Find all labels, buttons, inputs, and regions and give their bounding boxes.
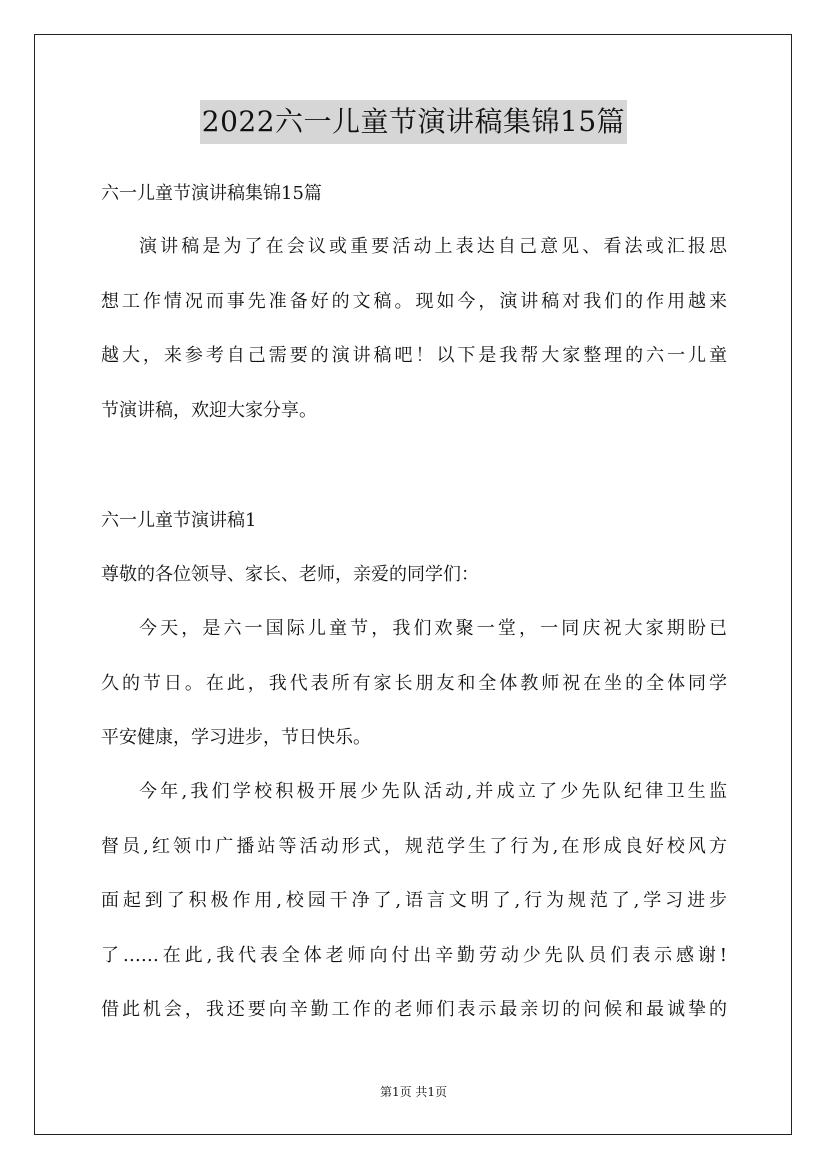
intro-line-1: 演讲稿是为了在会议或重要活动上表达自己意见、看法或汇报思	[139, 236, 727, 257]
paragraph1-line-2: 久的节日。在此，我代表所有家长朋友和全体教师祝在坐的全体同学	[101, 673, 727, 694]
paragraph1-line-3: 平安健康，学习进步，节日快乐。	[101, 727, 371, 748]
intro-line-3: 越大，来参考自己需要的演讲稿吧！以下是我帮大家整理的六一儿童	[101, 345, 727, 366]
document-title: 2022六一儿童节演讲稿集锦15篇	[200, 100, 627, 144]
paragraph2-line-4: 了……在此,我代表全体老师向付出辛勤劳动少先队员们表示感谢!	[101, 945, 727, 966]
intro-line-4: 节演讲稿，欢迎大家分享。	[101, 400, 317, 421]
paragraph1-line-1: 今天，是六一国际儿童节，我们欢聚一堂，一同庆祝大家期盼已	[139, 618, 727, 639]
section-heading: 六一儿童节演讲稿1	[101, 510, 257, 531]
salutation: 尊敬的各位领导、家长、老师，亲爱的同学们：	[101, 564, 479, 585]
page-footer: 第1页 共1页	[379, 1085, 448, 1099]
document-subtitle: 六一儿童节演讲稿集锦15篇	[101, 183, 322, 204]
paragraph2-line-5: 借此机会，我还要向辛勤工作的老师们表示最亲切的问候和最诚挚的	[101, 999, 727, 1020]
paragraph2-line-1: 今年,我们学校积极开展少先队活动,并成立了少先队纪律卫生监	[139, 781, 727, 802]
intro-line-2: 想工作情况而事先准备好的文稿。现如今，演讲稿对我们的作用越来	[101, 291, 727, 312]
paragraph2-line-3: 面起到了积极作用,校园干净了,语言文明了,行为规范了,学习进步	[101, 890, 727, 911]
paragraph2-line-2: 督员,红领巾广播站等活动形式，规范学生了行为,在形成良好校风方	[101, 836, 727, 857]
document-title-wrap	[0, 100, 827, 144]
